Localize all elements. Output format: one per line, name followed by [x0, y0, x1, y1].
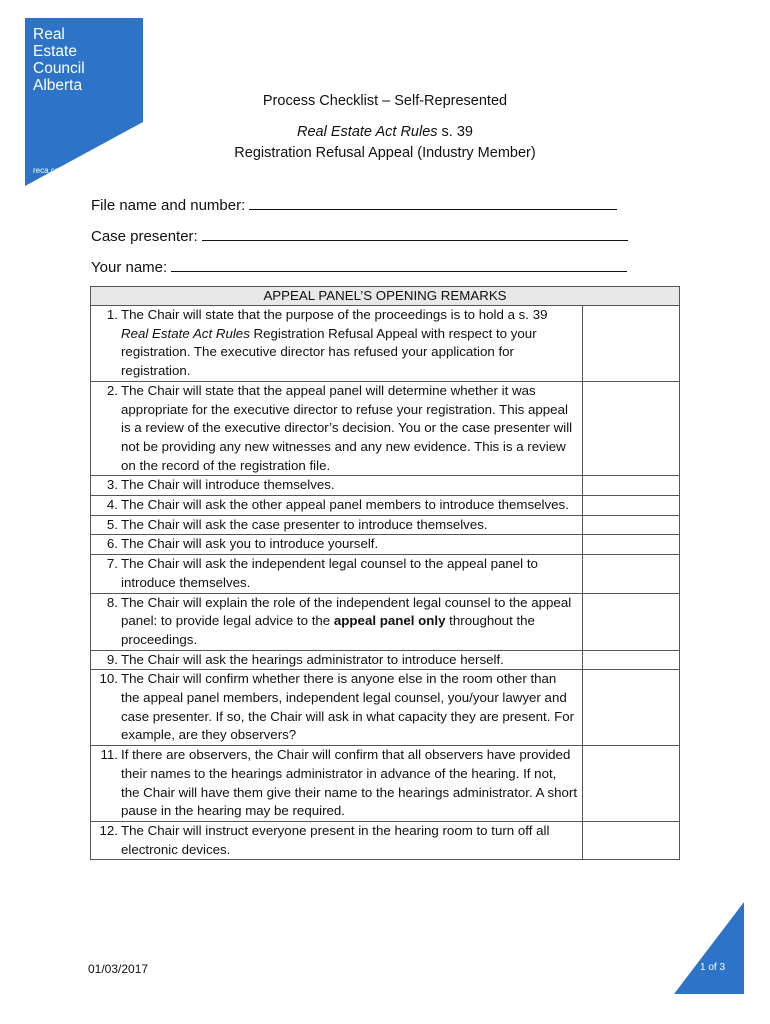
footer-date: 01/03/2017 — [88, 962, 149, 976]
checkbox-cell[interactable] — [583, 593, 680, 650]
item-text: The Chair will ask you to introduce yourself. — [121, 536, 379, 552]
item-text: The Chair will state that the appeal panel will determine whether it was appropriate for the executive director to refuse your registration. This appeal is a review of the executive director’s decision. You or the case presenter will not be providing any new witnesses and any new evidence. This is a review on the record of the registration file. — [121, 382, 573, 473]
item-number: 1. — [106, 307, 118, 322]
checkbox-cell[interactable] — [583, 381, 680, 476]
file-name-field — [91, 195, 617, 214]
checklist-item — [91, 476, 583, 496]
table-heading: APPEAL PANEL’S OPENING REMARKS — [91, 287, 680, 306]
checklist-item — [91, 746, 583, 822]
item-number: 9. — [106, 651, 118, 667]
logo-url: reca.ca — [33, 166, 60, 175]
table-row — [91, 496, 680, 516]
logo-wordmark — [33, 26, 85, 94]
your-name-field — [91, 257, 627, 276]
logo-line: Alberta — [33, 77, 83, 94]
table-row — [91, 515, 680, 535]
item-number: 7. — [106, 556, 118, 572]
logo-line: Real — [33, 26, 65, 43]
item-number: 11. — [100, 747, 118, 763]
checklist-table — [90, 286, 680, 860]
table-row — [91, 555, 680, 593]
checkbox-cell[interactable] — [583, 535, 680, 555]
item-number: 4. — [106, 497, 118, 513]
rules-section: s. 39 — [437, 124, 473, 140]
item-text: The Chair will ask the hearings administrator to introduce herself. — [121, 651, 504, 667]
checklist-item — [91, 515, 583, 535]
table-row — [91, 670, 680, 746]
item-text: The Chair will ask the independent legal counsel to the appeal panel to introduce themselves. — [121, 556, 538, 590]
checkbox-cell[interactable] — [583, 650, 680, 670]
item-number: 12. — [99, 822, 118, 838]
table-row — [91, 476, 680, 496]
item-text: The Chair will confirm whether there is anyone else in the room other than the appeal panel members, independent legal counsel, you/your lawyer and case presenter. If so, the Chair will ask in what capacity they are present. For example, are they observers? — [121, 671, 575, 743]
item-text: The Chair will ask the other appeal panel members to introduce themselves. — [121, 497, 569, 513]
logo-line: Estate — [33, 43, 77, 60]
your-name-label: Your name: — [91, 259, 168, 276]
checkbox-cell[interactable] — [583, 555, 680, 593]
table-row — [91, 535, 680, 555]
checklist-item — [91, 535, 583, 555]
checkbox-cell[interactable] — [583, 496, 680, 516]
case-presenter-blank[interactable] — [202, 226, 628, 241]
table-row — [91, 650, 680, 670]
checklist-item — [91, 306, 583, 382]
item-number: 2. — [106, 382, 118, 398]
document-title: Process Checklist – Self-Represented — [262, 93, 508, 109]
rules-reference — [0, 124, 770, 140]
file-name-label: File name and number: — [91, 197, 246, 214]
item-number: 5. — [106, 516, 118, 532]
checkbox-cell[interactable] — [583, 476, 680, 496]
file-name-blank[interactable] — [249, 195, 617, 210]
your-name-blank[interactable] — [171, 257, 627, 272]
checklist-item — [91, 593, 583, 650]
checkbox-cell[interactable] — [583, 821, 680, 859]
checkbox-cell[interactable] — [583, 306, 680, 382]
page-corner-decoration — [674, 902, 744, 994]
document-subtitle: Registration Refusal Appeal (Industry Member) — [234, 145, 536, 161]
page-number: 1 of 3 — [700, 962, 726, 973]
table-row — [91, 306, 680, 382]
item-text: The Chair will explain the role of the independent legal counsel to the appeal panel: to provide legal advice to the appeal panel only throughout the proceedings. — [121, 594, 572, 647]
checklist-item — [91, 650, 583, 670]
table-row — [91, 746, 680, 822]
checklist-item — [91, 555, 583, 593]
checkbox-cell[interactable] — [583, 515, 680, 535]
item-text: The Chair will instruct everyone present in the hearing room to turn off all electronic devices. — [121, 822, 550, 857]
checkbox-cell[interactable] — [583, 746, 680, 822]
checkbox-cell[interactable] — [583, 670, 680, 746]
checklist-item — [91, 381, 583, 476]
case-presenter-label: Case presenter: — [91, 228, 198, 245]
item-number: 10. — [99, 671, 118, 687]
item-text: The Chair will ask the case presenter to introduce themselves. — [121, 516, 488, 532]
item-number: 3. — [106, 477, 118, 493]
checklist-item — [91, 670, 583, 746]
table-row — [91, 821, 680, 859]
table-row — [91, 593, 680, 650]
checklist-item — [91, 496, 583, 516]
table-row — [91, 381, 680, 476]
case-presenter-field — [91, 226, 628, 245]
item-number: 6. — [106, 536, 118, 552]
item-text: The Chair will introduce themselves. — [121, 477, 335, 493]
checklist-item — [91, 821, 583, 859]
item-text: The Chair will state that the purpose of the proceedings is to hold a s. 39 Real Estate Act Rules Registration Refusal Appeal with respect to your registration. The executive director has refused your application for registration. — [121, 307, 548, 379]
item-number: 8. — [106, 594, 118, 610]
logo-line: Council — [33, 60, 85, 77]
item-text: If there are observers, the Chair will confirm that all observers have provided their names to the hearings administrator in advance of the hearing. If not, the Chair will have them give their name to the hearings administrator. A short pause in the hearing may be required. — [121, 747, 578, 819]
rules-name: Real Estate Act Rules — [297, 124, 438, 140]
